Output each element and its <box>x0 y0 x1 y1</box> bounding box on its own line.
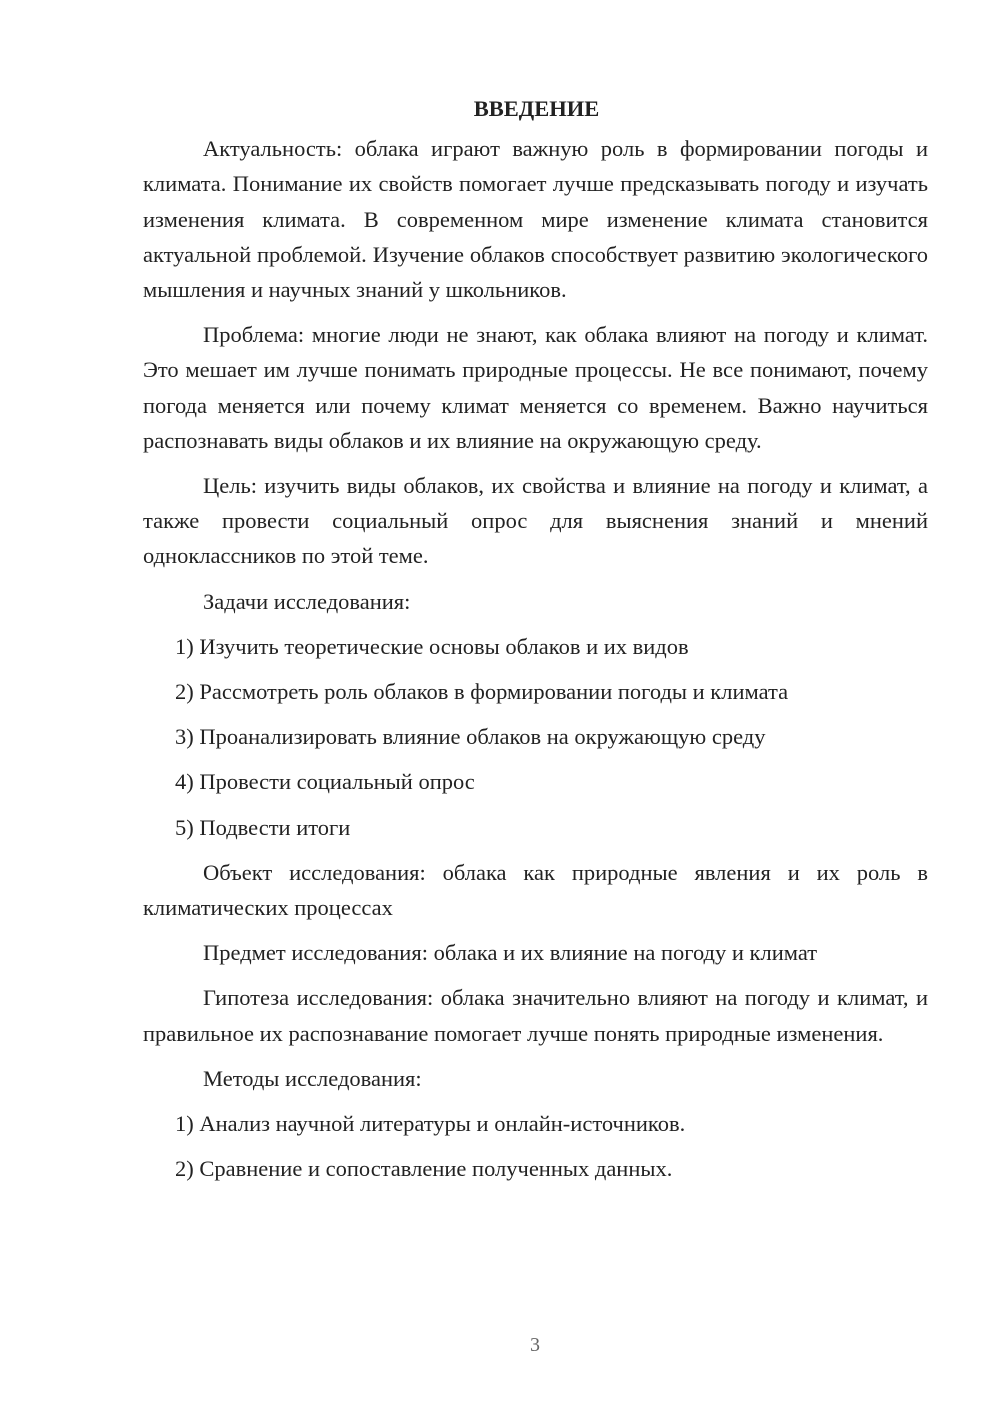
relevance-paragraph: Актуальность: облака играют важную роль в формировании погоды и климата. Понимание их свойств помогает лучше предсказывать погоду и изучать изменения климата. В современном мире изменение климата становится актуальной проблемой. Изучение облаков способствует развитию экологического мышления и научных знаний у школьников. <box>143 136 928 303</box>
problem-paragraph: Проблема: многие люди не знают, как облака влияют на погоду и климат. Это мешает им лучше понимать природные процессы. Не все понимают, почему погода меняется или почему климат меняется со временем. Важно научиться распознавать виды облаков и их влияние на окружающую среду. <box>143 322 928 453</box>
method-item: 1) Анализ научной литературы и онлайн-источников. <box>175 1111 686 1137</box>
object-paragraph: Объект исследования: облака как природные явления и их роль в климатических процессах <box>143 859 928 921</box>
task-item: 4) Провести социальный опрос <box>175 769 475 795</box>
methods-list <box>143 1106 928 1186</box>
goal-paragraph: Цель: изучить виды облаков, их свойства и влияние на погоду и климат, а также провести социальный опрос для выяснения знаний и мнений одноклассников по этой теме. <box>143 473 928 569</box>
method-item: 2) Сравнение и сопоставление полученных данных. <box>175 1156 673 1182</box>
tasks-list <box>143 629 928 845</box>
task-item: 1) Изучить теоретические основы облаков и их видов <box>175 633 689 659</box>
hypothesis-paragraph: Гипотеза исследования: облака значительно влияют на погоду и климат, и правильное их распознавание помогает лучше понять природные изменения. <box>143 985 928 1046</box>
page-content <box>143 91 928 1196</box>
page-number: 3 <box>530 1334 540 1356</box>
task-item: 3) Проанализировать влияние облаков на окружающую среду <box>175 724 766 750</box>
task-item: 5) Подвести итоги <box>175 814 351 840</box>
section-heading: ВВЕДЕНИЕ <box>473 96 600 121</box>
task-item: 2) Рассмотреть роль облаков в формировании погоды и климата <box>175 679 789 705</box>
subject-paragraph: Предмет исследования: облака и их влияние на погоду и климат <box>203 940 818 966</box>
methods-title: Методы исследования: <box>203 1065 422 1091</box>
tasks-title: Задачи исследования: <box>203 588 411 614</box>
